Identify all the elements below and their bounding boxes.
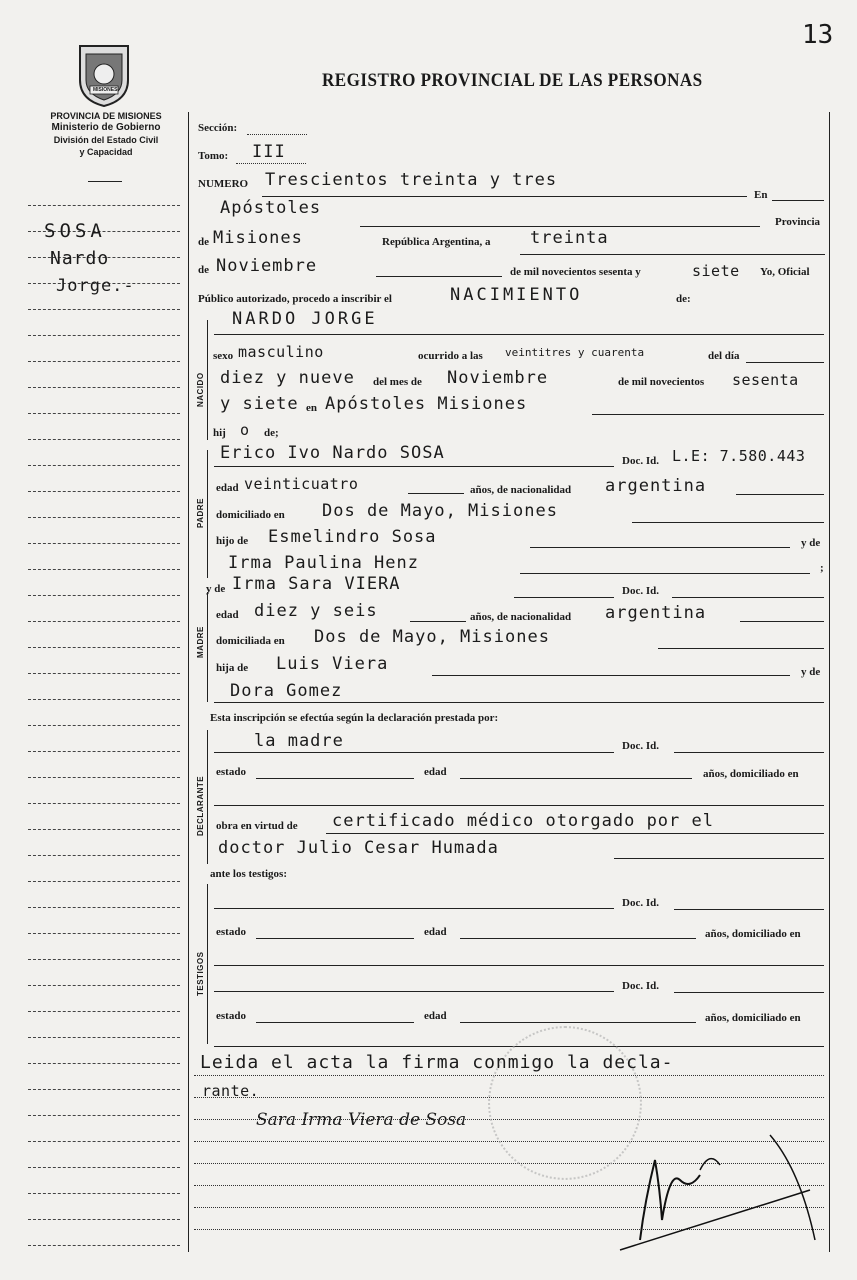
- de-colon-label: de:: [676, 293, 691, 305]
- anio-nac-value: sesenta: [732, 371, 799, 389]
- margin-ruled-line: [28, 855, 180, 856]
- margin-ruled-line: [28, 725, 180, 726]
- margin-ruled-line: [28, 335, 180, 336]
- de-semicolon-label: de;: [264, 427, 279, 439]
- margin-ruled-line: [28, 1037, 180, 1038]
- abuela-mat-value: Dora Gomez: [230, 681, 343, 701]
- margin-ruled-line: [28, 491, 180, 492]
- margin-ruled-line: [28, 647, 180, 648]
- padre-dom-line: [632, 522, 824, 523]
- declarante-edad-label: edad: [424, 766, 447, 778]
- header-divider: [88, 181, 122, 182]
- lugar-nac-value: Apóstoles Misiones: [325, 394, 528, 414]
- padre-doc-value: L.E: 7.580.443: [672, 447, 806, 465]
- testigo1-estado-label: estado: [216, 926, 246, 938]
- republica-label: República Argentina, a: [382, 236, 491, 248]
- margin-ruled-line: [28, 569, 180, 570]
- abuela-pat-line: [520, 573, 810, 574]
- margin-ruled-line: [28, 907, 180, 908]
- madre-edad-label: edad: [216, 609, 239, 621]
- nacido-bar: [207, 320, 208, 440]
- margin-ruled-line: [28, 1115, 180, 1116]
- yo-oficial-label: Yo, Oficial: [760, 266, 810, 278]
- mes-registro-line: [376, 276, 502, 277]
- de-label: de: [198, 236, 209, 248]
- del-dia-line: [746, 362, 824, 363]
- margin-ruled-line: [28, 1089, 180, 1090]
- lugar-nac-line: [592, 414, 824, 415]
- nacido-label: NACIDO: [196, 372, 205, 407]
- numero-line: [262, 196, 747, 197]
- margin-ruled-line: [28, 829, 180, 830]
- dia-registro-line: [520, 254, 825, 255]
- madre-dom-value: Dos de Mayo, Misiones: [314, 627, 550, 647]
- abuelo-pat-value: Esmelindro Sosa: [268, 527, 437, 547]
- declarante-doc-line: [674, 752, 824, 753]
- padre-edad-label: edad: [216, 482, 239, 494]
- margin-ruled-line: [28, 1141, 180, 1142]
- hij-suffix: o: [240, 421, 250, 439]
- ante-testigos-label: ante los testigos:: [210, 868, 287, 880]
- testigo1-edad-label: edad: [424, 926, 447, 938]
- abuela-mat-line: [214, 702, 824, 703]
- declarante-doc-label: Doc. Id.: [622, 740, 659, 752]
- officer-signature: [600, 1130, 830, 1260]
- tomo-value: III: [252, 142, 286, 162]
- declarante-anios-label: años, domiciliado en: [703, 768, 799, 780]
- testigo1-line: [214, 908, 614, 909]
- margin-ruled-line: [28, 673, 180, 674]
- testigo2-anios-label: años, domiciliado en: [705, 1012, 801, 1024]
- signature: Sara Irma Viera de Sosa: [256, 1110, 467, 1130]
- province-name: PROVINCIA DE MISIONES: [50, 111, 162, 121]
- margin-ruled-line: [28, 1193, 180, 1194]
- obra-line-2: [614, 858, 824, 859]
- margin-ruled-line: [28, 309, 180, 310]
- seccion-line: [247, 134, 307, 135]
- testigo1-estado-line: [256, 938, 414, 939]
- obra-value-1: certificado médico otorgado por el: [332, 811, 714, 831]
- y-de-label-2: y de: [206, 583, 226, 595]
- abuelo-mat-line: [432, 675, 790, 676]
- margin-ruled-line: [28, 881, 180, 882]
- madre-value: Irma Sara VIERA: [232, 574, 401, 594]
- division-name: División del Estado Civil: [53, 135, 159, 145]
- sexo-label: sexo: [213, 350, 234, 362]
- margin-surname: SOSA: [44, 220, 106, 242]
- tomo-label: Tomo:: [198, 150, 229, 162]
- testigo1-doc-label: Doc. Id.: [622, 897, 659, 909]
- numero-value: Trescientos treinta y tres: [265, 170, 558, 190]
- testigos-bar: [207, 884, 208, 1044]
- nota-line-2: rante.: [202, 1082, 260, 1100]
- acto-value: NACIMIENTO: [450, 285, 583, 305]
- madre-dom-label: domiciliada en: [216, 635, 285, 647]
- margin-ruled-line: [28, 439, 180, 440]
- padre-doc-label: Doc. Id.: [622, 455, 659, 467]
- page-number: 13: [802, 20, 834, 50]
- ocurrido-label: ocurrido a las: [418, 350, 483, 362]
- nombre-value: NARDO JORGE: [232, 309, 378, 329]
- anio-nac-2-value: y siete: [220, 394, 299, 414]
- hijo-de-label: hijo de: [216, 535, 249, 547]
- mil-label-2: de mil novecientos: [618, 376, 705, 388]
- mes-value: Noviembre: [447, 368, 549, 388]
- margin-ruled-line: [28, 959, 180, 960]
- testigo2-edad-label: edad: [424, 1010, 447, 1022]
- madre-nac-line: [740, 621, 824, 622]
- en-label-2: en: [306, 402, 317, 414]
- padre-value: Erico Ivo Nardo SOSA: [220, 443, 445, 463]
- madre-line: [514, 597, 614, 598]
- del-mes-label: del mes de: [373, 376, 422, 388]
- padre-line: [214, 466, 614, 467]
- margin-ruled-line: [28, 1063, 180, 1064]
- margin-ruled-line: [28, 933, 180, 934]
- margin-ruled-line: [28, 777, 180, 778]
- padre-nac-line: [736, 494, 824, 495]
- seccion-label: Sección:: [198, 122, 238, 134]
- testigo1-anios-label: años, domiciliado en: [705, 928, 801, 940]
- testigo2-edad-line: [460, 1022, 696, 1023]
- sexo-value: masculino: [238, 343, 324, 361]
- abuelo-mat-value: Luis Viera: [276, 654, 389, 674]
- padre-nac-value: argentina: [605, 476, 707, 496]
- ministry-name: Ministerio de Gobierno: [51, 122, 161, 133]
- province-seal: [74, 40, 134, 108]
- declarante-label: DECLARANTE: [196, 775, 205, 836]
- abuela-pat-value: Irma Paulina Henz: [228, 553, 419, 573]
- margin-name-2: Jorge.-: [56, 276, 135, 296]
- obra-value-2: doctor Julio Cesar Humada: [218, 838, 499, 858]
- nombre-line: [214, 334, 824, 335]
- declarante-estado-label: estado: [216, 766, 246, 778]
- lugar-value: Apóstoles: [220, 198, 322, 218]
- esta-inscripcion-label: Esta inscripción se efectúa según la declaración prestada por:: [210, 712, 499, 724]
- publico-label: Público autorizado, procedo a inscribir el: [198, 293, 392, 305]
- provincia-label: Provincia: [775, 216, 821, 228]
- seal-text: MISIONES: [93, 87, 118, 93]
- testigo2-doc-label: Doc. Id.: [622, 980, 659, 992]
- testigo1-edad-line: [460, 938, 696, 939]
- form-right-border: [829, 112, 830, 1252]
- y-de-label: y de: [801, 537, 821, 549]
- obra-line-1: [326, 833, 824, 834]
- margin-ruled-line: [28, 1245, 180, 1246]
- margin-ruled-line: [28, 751, 180, 752]
- madre-label: MADRE: [196, 626, 205, 658]
- padre-edad-value: veinticuatro: [244, 475, 359, 493]
- madre-bar: [207, 592, 208, 702]
- abuelo-pat-line: [530, 547, 790, 548]
- testigo2-doc-line: [674, 992, 824, 993]
- testigo1-dom-line: [214, 965, 824, 966]
- padre-label: PADRE: [196, 498, 205, 528]
- madre-doc-line: [672, 597, 824, 598]
- padre-anios-label: años, de nacionalidad: [470, 484, 572, 496]
- madre-edad-value: diez y seis: [254, 601, 378, 621]
- dia-registro-value: treinta: [530, 228, 609, 248]
- hij-label: hij: [213, 427, 226, 439]
- obra-label: obra en virtud de: [216, 820, 298, 832]
- semicolon-label: ;: [820, 562, 824, 574]
- testigo1-doc-line: [674, 909, 824, 910]
- numero-label: NUMERO: [198, 178, 249, 190]
- provincia-value: Misiones: [213, 228, 303, 248]
- padre-edad-line: [408, 493, 464, 494]
- division-name-2: y Capacidad: [79, 147, 133, 157]
- tomo-line: [236, 163, 306, 164]
- margin-ruled-line: [28, 387, 180, 388]
- padre-dom-label: domiciliado en: [216, 509, 285, 521]
- testigo2-estado-label: estado: [216, 1010, 246, 1022]
- margin-ruled-line: [28, 595, 180, 596]
- madre-dom-line: [658, 648, 824, 649]
- en-label: En: [754, 189, 768, 201]
- margin-ruled-line: [28, 803, 180, 804]
- margin-ruled-line: [28, 517, 180, 518]
- declarante-edad-line: [460, 778, 692, 779]
- mil-sesenta-label: de mil novecientos sesenta y: [510, 266, 641, 278]
- testigo2-line: [214, 991, 614, 992]
- mes-registro-value: Noviembre: [216, 256, 318, 276]
- hija-de-label: hija de: [216, 662, 249, 674]
- madre-edad-line: [410, 621, 466, 622]
- del-dia-label: del día: [708, 350, 740, 362]
- margin-ruled-line: [28, 1011, 180, 1012]
- margin-ruled-line: [28, 621, 180, 622]
- hora-value: veintitres y cuarenta: [505, 346, 645, 359]
- margin-ruled-line: [28, 361, 180, 362]
- en-line: [772, 200, 824, 201]
- margin-ruled-line: [28, 205, 180, 206]
- declarante-value: la madre: [254, 731, 344, 751]
- margin-ruled-line: [28, 985, 180, 986]
- declarante-estado-line: [256, 778, 414, 779]
- madre-doc-label: Doc. Id.: [622, 585, 659, 597]
- y-de-label-3: y de: [801, 666, 821, 678]
- margin-ruled-line: [28, 543, 180, 544]
- padre-dom-value: Dos de Mayo, Misiones: [322, 501, 558, 521]
- margin-ruled-line: [28, 413, 180, 414]
- margin-name-1: Nardo: [50, 248, 110, 269]
- testigo2-estado-line: [256, 1022, 414, 1023]
- de-label-2: de: [198, 264, 209, 276]
- margin-ruled-line: [28, 1219, 180, 1220]
- nota-line-1: Leida el acta la firma conmigo la decla-: [200, 1052, 674, 1073]
- declarante-line: [214, 752, 614, 753]
- dia-value: diez y nueve: [220, 368, 355, 388]
- anio-value: siete: [692, 262, 740, 280]
- declarante-bar: [207, 730, 208, 864]
- madre-anios-label: años, de nacionalidad: [470, 611, 572, 623]
- madre-nac-value: argentina: [605, 603, 707, 623]
- testigos-label: TESTIGOS: [196, 951, 205, 996]
- padre-bar: [207, 450, 208, 578]
- margin-ruled-line: [28, 699, 180, 700]
- margin-ruled-line: [28, 465, 180, 466]
- lugar-line: [360, 226, 760, 227]
- page-title: REGISTRO PROVINCIAL DE LAS PERSONAS: [322, 70, 703, 91]
- margin-ruled-line: [28, 1167, 180, 1168]
- declarante-dom-line: [214, 805, 824, 806]
- form-left-border: [188, 112, 189, 1252]
